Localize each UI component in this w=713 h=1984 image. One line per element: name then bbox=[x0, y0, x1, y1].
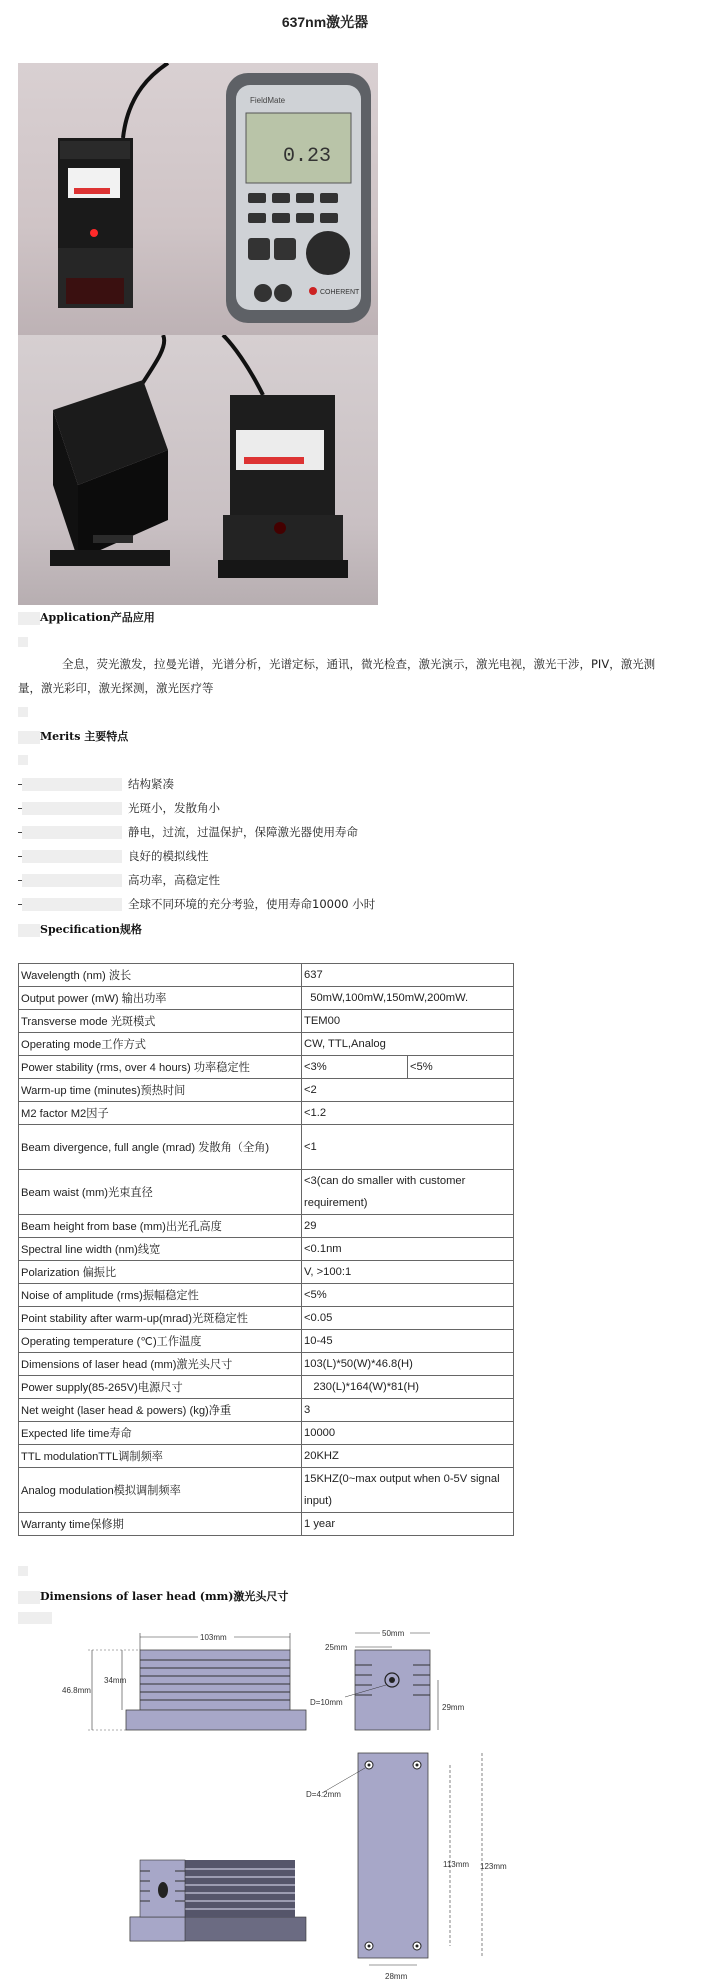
table-row bbox=[19, 987, 514, 1010]
application-text: 全息，荧光激发，拉曼光谱，光谱分析，光谱定标，通讯，微光检查，激光演示，激光电视，激光干涉，PIV，激光测量，激光彩印，激光探测，激光医疗等 bbox=[18, 657, 656, 695]
dim-hole-spacing: 113mm bbox=[443, 1860, 470, 1869]
table-row bbox=[19, 1330, 514, 1353]
spacer-marker bbox=[18, 755, 28, 765]
section-heading-merits bbox=[18, 728, 128, 744]
table-row bbox=[19, 1307, 514, 1330]
spec-value: CW, TTL,Analog bbox=[302, 1033, 514, 1056]
merit-text: 结构紧凑 bbox=[128, 777, 174, 791]
table-row bbox=[19, 1261, 514, 1284]
spec-key: Spectral line width (nm)线宽 bbox=[19, 1238, 302, 1261]
spec-key: TTL modulationTTL调制频率 bbox=[19, 1445, 302, 1468]
spec-key: Transverse mode 光斑模式 bbox=[19, 1010, 302, 1033]
meter-brand: FieldMate bbox=[250, 96, 286, 105]
top-view bbox=[306, 1753, 507, 1981]
spec-key: Dimensions of laser head (mm)激光头尺寸 bbox=[19, 1353, 302, 1376]
spec-key: Wavelength (nm) 波长 bbox=[19, 964, 302, 987]
spec-key: Net weight (laser head & powers) (kg)净重 bbox=[19, 1399, 302, 1422]
table-row bbox=[19, 1170, 514, 1215]
spec-value: <0.05 bbox=[302, 1307, 514, 1330]
specification-table bbox=[18, 963, 514, 1536]
spec-value: 29 bbox=[302, 1215, 514, 1238]
table-row bbox=[19, 1079, 514, 1102]
merit-text: 光斑小，发散角小 bbox=[128, 801, 220, 815]
spec-key: Beam divergence, full angle (mrad) 发散角（全角) bbox=[19, 1125, 302, 1170]
spec-key: Warm-up time (minutes)预热时间 bbox=[19, 1079, 302, 1102]
dim-height-body: 34mm bbox=[104, 1676, 127, 1685]
dim-length: 103mm bbox=[200, 1633, 227, 1642]
spec-key: M2 factor M2因子 bbox=[19, 1102, 302, 1125]
spec-key: Warranty time保修期 bbox=[19, 1513, 302, 1536]
dim-hole-diameter: D=4.2mm bbox=[306, 1790, 341, 1799]
table-row bbox=[19, 1284, 514, 1307]
table-row bbox=[19, 1353, 514, 1376]
section-heading-dimensions bbox=[18, 1588, 288, 1604]
merit-text: 良好的模拟线性 bbox=[128, 849, 209, 863]
spec-value: <3% bbox=[302, 1056, 408, 1079]
spec-value: 230(L)*164(W)*81(H) bbox=[302, 1376, 514, 1399]
dim-hole-width: 28mm bbox=[385, 1972, 408, 1981]
spec-key: Output power (mW) 输出功率 bbox=[19, 987, 302, 1010]
table-row bbox=[19, 1513, 514, 1536]
dim-aperture-offset: 25mm bbox=[325, 1643, 348, 1652]
spec-value: 10000 bbox=[302, 1422, 514, 1445]
table-row bbox=[19, 1376, 514, 1399]
table-row bbox=[19, 1399, 514, 1422]
merit-item bbox=[18, 847, 209, 865]
table-row bbox=[19, 1102, 514, 1125]
section-heading-merits-text: Merits 主要特点 bbox=[40, 730, 129, 743]
merit-text: 静电，过流，过温保护，保障激光器使用寿命 bbox=[128, 825, 358, 839]
spec-key: Beam height from base (mm)出光孔高度 bbox=[19, 1215, 302, 1238]
spec-key: Noise of amplitude (rms)振幅稳定性 bbox=[19, 1284, 302, 1307]
merit-item bbox=[18, 871, 220, 889]
table-row bbox=[19, 1468, 514, 1513]
meter-maker-logo: COHERENT bbox=[320, 289, 360, 296]
spacer-marker bbox=[18, 637, 28, 647]
spec-value: V, >100:1 bbox=[302, 1261, 514, 1284]
photo-laser-meter-illustration bbox=[18, 63, 378, 335]
isometric-view bbox=[130, 1860, 306, 1941]
dim-beam-height: 29mm bbox=[442, 1703, 465, 1712]
dim-width: 50mm bbox=[382, 1629, 405, 1638]
spec-key: Power supply(85-265V)电源尺寸 bbox=[19, 1376, 302, 1399]
section-heading-specification-text: Specification规格 bbox=[40, 923, 142, 936]
spec-value: TEM00 bbox=[302, 1010, 514, 1033]
table-row bbox=[19, 1010, 514, 1033]
section-heading-dimensions-text: Dimensions of laser head (mm)激光头尺寸 bbox=[40, 1590, 289, 1603]
spec-value: 10-45 bbox=[302, 1330, 514, 1353]
spec-key: Polarization 偏振比 bbox=[19, 1261, 302, 1284]
merit-item bbox=[18, 799, 220, 817]
dim-aperture-diameter: D=10mm bbox=[310, 1698, 343, 1707]
spec-key: Power stability (rms, over 4 hours) 功率稳定性 bbox=[19, 1056, 302, 1079]
merit-item bbox=[18, 823, 358, 841]
front-view bbox=[310, 1628, 465, 1730]
table-row bbox=[19, 1238, 514, 1261]
spacer-marker bbox=[18, 707, 28, 717]
merit-item bbox=[18, 895, 375, 913]
spec-value: 103(L)*50(W)*46.8(H) bbox=[302, 1353, 514, 1376]
spec-value: <5% bbox=[302, 1284, 514, 1307]
spec-value: 15KHZ(0~max output when 0-5V signal input) bbox=[302, 1468, 514, 1513]
spec-value: 3 bbox=[302, 1399, 514, 1422]
spec-value: 1 year bbox=[302, 1513, 514, 1536]
spec-value: <2 bbox=[302, 1079, 514, 1102]
section-heading-application-text: Application产品应用 bbox=[40, 611, 155, 624]
dim-height-total: 46.8mm bbox=[62, 1686, 91, 1695]
spacer-marker bbox=[18, 1566, 28, 1576]
spec-key: Expected life time寿命 bbox=[19, 1422, 302, 1445]
spec-value: 637 bbox=[302, 964, 514, 987]
spec-key: Analog modulation模拟调制频率 bbox=[19, 1468, 302, 1513]
spec-value: <0.1nm bbox=[302, 1238, 514, 1261]
spec-value-secondary: <5% bbox=[408, 1056, 514, 1079]
section-heading-specification bbox=[18, 921, 142, 937]
table-row bbox=[19, 1445, 514, 1468]
merit-item bbox=[18, 775, 174, 793]
section-heading-application bbox=[18, 609, 155, 625]
meter-display-reading: 0.23 bbox=[283, 145, 332, 168]
merit-text: 高功率，高稳定性 bbox=[128, 873, 220, 887]
spec-value: 20KHZ bbox=[302, 1445, 514, 1468]
table-row bbox=[19, 1056, 514, 1079]
dim-base-length: 123mm bbox=[480, 1862, 507, 1871]
table-row bbox=[19, 1422, 514, 1445]
photo-power-supply-illustration bbox=[18, 335, 378, 605]
merit-text: 全球不同环境的充分考验，使用寿命10000 小时 bbox=[128, 897, 376, 911]
table-row bbox=[19, 1125, 514, 1170]
spec-value: 50mW,100mW,150mW,200mW. bbox=[302, 987, 514, 1010]
spec-key: Beam waist (mm)光束直径 bbox=[19, 1170, 302, 1215]
side-view bbox=[62, 1632, 306, 1730]
page-title: 637nm激光器 bbox=[281, 14, 369, 30]
table-row bbox=[19, 1215, 514, 1238]
spec-value: <3(can do smaller with customer requirement) bbox=[302, 1170, 514, 1215]
product-photo-laser-and-meter bbox=[18, 63, 378, 335]
dimension-drawing bbox=[0, 1605, 713, 1984]
spec-key: Operating temperature (℃)工作温度 bbox=[19, 1330, 302, 1353]
spec-value: <1.2 bbox=[302, 1102, 514, 1125]
spec-key: Point stability after warm-up(mrad)光斑稳定性 bbox=[19, 1307, 302, 1330]
table-row bbox=[19, 1033, 514, 1056]
table-row bbox=[19, 964, 514, 987]
spec-key: Operating mode工作方式 bbox=[19, 1033, 302, 1056]
product-photo-power-supply bbox=[18, 335, 378, 605]
spec-value: <1 bbox=[302, 1125, 514, 1170]
